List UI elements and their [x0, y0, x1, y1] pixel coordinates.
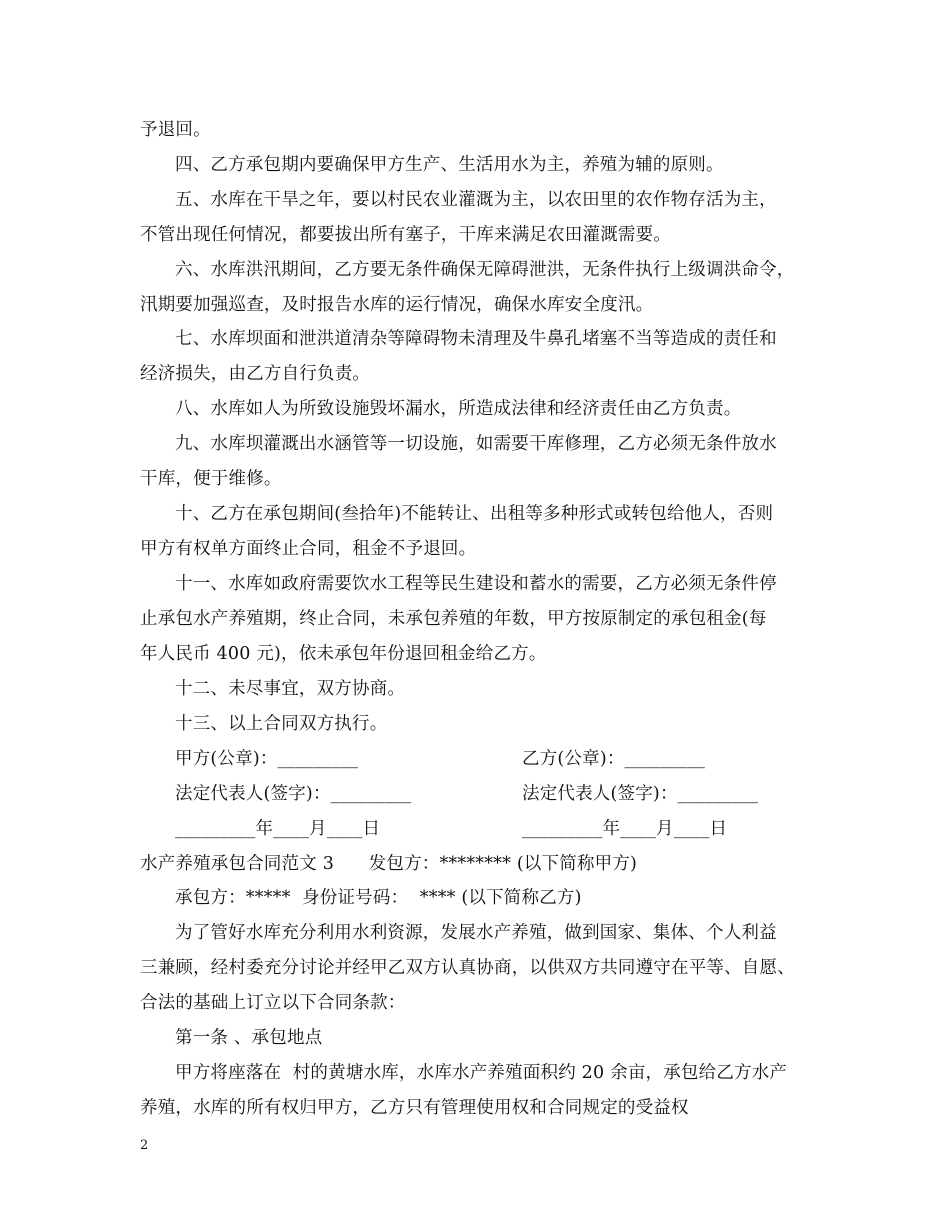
clause-5: 五、水库在干旱之年，要以村民农业灌溉为主，以农田里的农作物存活为主， — [175, 190, 777, 210]
article-heading: 第一条 、承包地点 — [175, 1028, 323, 1048]
preamble-line: 三兼顾，经村委充分讨论并经甲乙双方认真协商，以供双方共同遵守在平等、自愿、 — [140, 958, 795, 978]
clause-7: 七、水库坝面和泄洪道清杂等障碍物未清理及牛鼻孔堵塞不当等造成的责任和 — [175, 329, 777, 349]
clause-13: 十三、以上合同双方执行。 — [175, 714, 388, 734]
clause-6: 六、水库洪汛期间，乙方要无条件确保无障碍泄洪，无条件执行上级调洪命令， — [175, 260, 795, 280]
party-b-date: _________年____月____日 — [522, 819, 728, 839]
clause-4: 四、乙方承包期内要确保甲方生产、生活用水为主，养殖为辅的原则。 — [175, 155, 724, 175]
party-a-representative: 法定代表人(签字)：_________ — [175, 784, 412, 804]
section-heading: 水产养殖承包合同范文 3 发包方：******** (以下简称甲方) — [140, 854, 638, 874]
preamble-line: 为了管好水库充分利用水利资源，发展水产养殖，做到国家、集体、个人利益 — [175, 923, 777, 943]
party-a-date: _________年____月____日 — [175, 819, 381, 839]
clause-9: 九、水库坝灌溉出水涵管等一切设施，如需要干库修理，乙方必须无条件放水 — [175, 434, 777, 454]
text-line: 汛期要加强巡查，及时报告水库的运行情况，确保水库安全度汛。 — [140, 295, 654, 315]
party-a-seal: 甲方(公章)：_________ — [175, 749, 359, 769]
clause-8: 八、水库如人为所致设施毁坏漏水，所造成法律和经济责任由乙方负责。 — [175, 399, 742, 419]
clause-12: 十二、未尽事宜，双方协商。 — [175, 679, 406, 699]
clause-11: 十一、水库如政府需要饮水工程等民生建设和蓄水的需要，乙方必须无条件停 — [175, 574, 777, 594]
party-b-seal: 乙方(公章)：_________ — [522, 749, 706, 769]
article-text: 养殖，水库的所有权归甲方，乙方只有管理使用权和合同规定的受益权 — [140, 1098, 689, 1118]
party-b-representative: 法定代表人(签字)：_________ — [522, 784, 759, 804]
contractor-line: 承包方：***** 身份证号码： **** (以下简称乙方) — [175, 888, 582, 908]
text-line: 干库，便于维修。 — [140, 469, 282, 489]
clause-10: 十、乙方在承包期间(叁拾年)不能转让、出租等多种形式或转包给他人，否则 — [175, 504, 774, 524]
text-line: 止承包水产养殖期，终止合同，未承包养殖的年数，甲方按原制定的承包租金(每 — [140, 609, 767, 629]
preamble-line: 合法的基础上订立以下合同条款： — [140, 993, 406, 1013]
text-line: 经济损失，由乙方自行负责。 — [140, 364, 371, 384]
text-line: 年人民币 400 元)，依未承包年份退回租金给乙方。 — [140, 644, 547, 664]
text-line: 予退回。 — [140, 120, 211, 140]
text-line: 甲方有权单方面终止合同，租金不予退回。 — [140, 539, 477, 559]
article-text: 甲方将座落在 村的黄塘水库，水库水产养殖面积约 20 余亩，承包给乙方水产 — [175, 1063, 788, 1083]
text-line: 不管出现任何情况，都要拔出所有塞子，干库来满足农田灌溉需要。 — [140, 225, 671, 245]
page-number: 2 — [140, 1138, 149, 1153]
